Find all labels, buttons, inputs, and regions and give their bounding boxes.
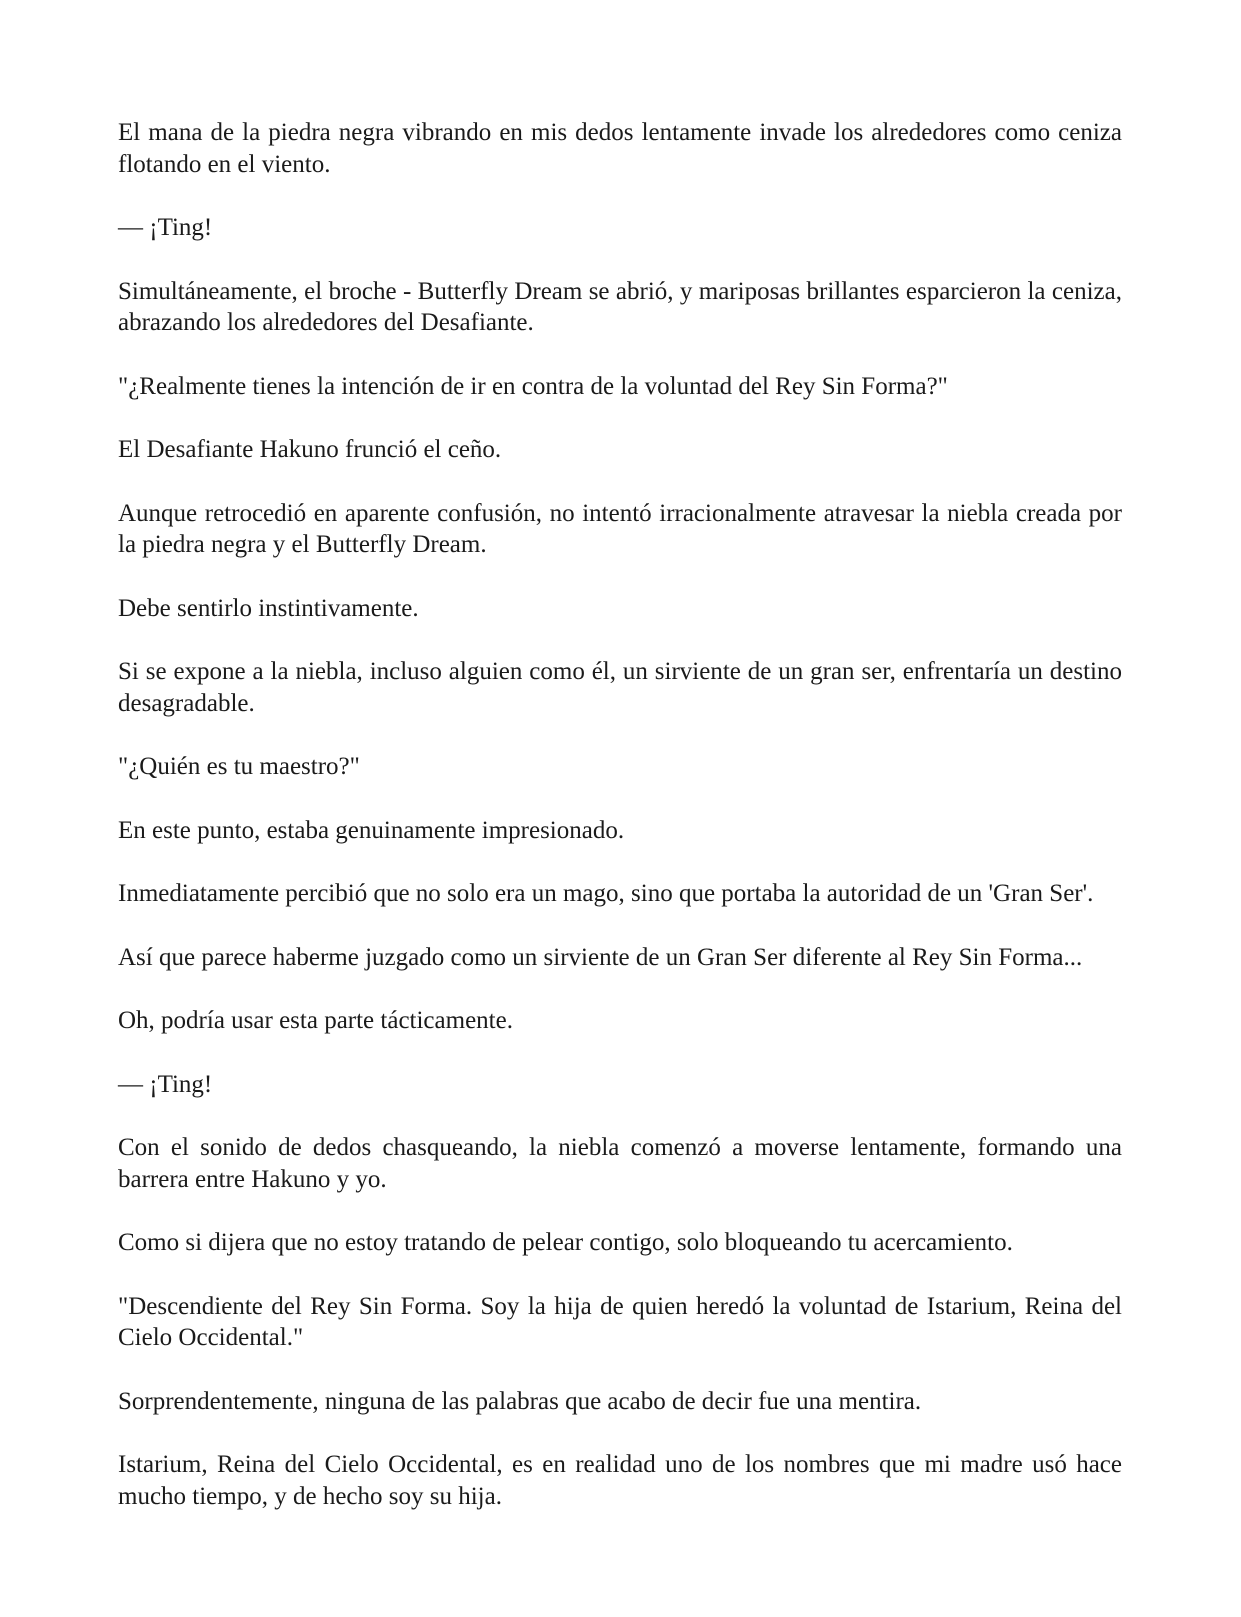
- document-body: [118, 117, 1122, 1544]
- paragraph: "Descendiente del Rey Sin Forma. Soy la hija de quien heredó la voluntad de Istarium, Reina del Cielo Occidental.": [118, 1292, 1122, 1351]
- paragraph: Así que parece haberme juzgado como un sirviente de un Gran Ser diferente al Rey Sin Forma...: [118, 943, 1083, 971]
- paragraph: El Desafiante Hakuno frunció el ceño.: [118, 436, 502, 463]
- paragraph: Si se expone a la niebla, incluso alguien como él, un sirviente de un gran ser, enfrentaría un destino desagradable.: [118, 658, 1122, 717]
- paragraph: "¿Realmente tienes la intención de ir en contra de la voluntad del Rey Sin Forma?": [118, 372, 948, 400]
- paragraph: — ¡Ting!: [118, 1070, 213, 1098]
- paragraph: Como si dijera que no estoy tratando de pelear contigo, solo bloqueando tu acercamiento.: [118, 1229, 1013, 1256]
- paragraph: En este punto, estaba genuinamente impresionado.: [118, 816, 625, 844]
- paragraph: Aunque retrocedió en aparente confusión, no intentó irracionalmente atravesar la niebla creada por la piedra negra y el Butterfly Dream.: [118, 499, 1122, 558]
- paragraph: Istarium, Reina del Cielo Occidental, es en realidad uno de los nombres que mi madre usó hace mucho tiempo, y de hecho soy su hija.: [118, 1451, 1122, 1510]
- paragraph: Sorprendentemente, ninguna de las palabras que acabo de decir fue una mentira.: [118, 1387, 922, 1415]
- paragraph: Oh, podría usar esta parte tácticamente.: [118, 1007, 513, 1034]
- paragraph: — ¡Ting!: [118, 214, 213, 241]
- paragraph: Con el sonido de dedos chasqueando, la niebla comenzó a moverse lentamente, formando una barrera entre Hakuno y yo.: [118, 1134, 1122, 1193]
- paragraph: Simultáneamente, el broche - Butterfly Dream se abrió, y mariposas brillantes esparcieron la ceniza, abrazando los alrededores del Desafiante.: [118, 277, 1122, 336]
- paragraph: Debe sentirlo instintivamente.: [118, 594, 419, 622]
- paragraph: Inmediatamente percibió que no solo era un mago, sino que portaba la autoridad de un 'Gran Ser'.: [118, 880, 1094, 907]
- paragraph: El mana de la piedra negra vibrando en mis dedos lentamente invade los alrededores como ceniza flotando en el viento.: [118, 119, 1122, 178]
- paragraph: "¿Quién es tu maestro?": [118, 753, 360, 780]
